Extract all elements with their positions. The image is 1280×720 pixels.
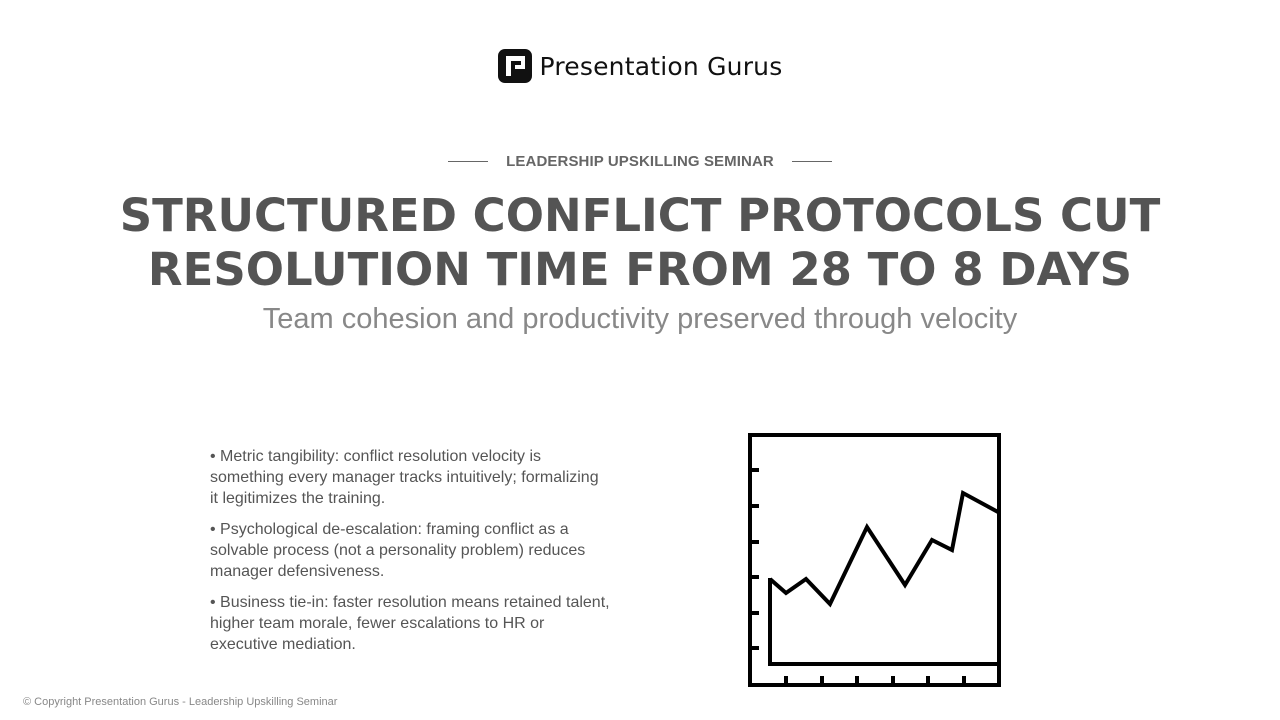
kicker-divider-left	[448, 161, 488, 162]
seminar-kicker	[0, 153, 1280, 170]
brand-logo	[0, 46, 1280, 86]
kicker-text: LEADERSHIP UPSKILLING SEMINAR	[506, 153, 774, 170]
bullet-list	[210, 446, 610, 665]
bullet-item: • Psychological de-escalation: framing conflict as a solvable process (not a personality problem) reduces manager defensiveness.	[210, 521, 586, 580]
presentation-gurus-logo-icon	[498, 49, 532, 83]
brand-name: Presentation Gurus	[539, 51, 783, 81]
slide-title: STRUCTURED CONFLICT PROTOCOLS CUT RESOLUTION TIME FROM 28 TO 8 DAYS	[119, 189, 1161, 296]
bullet-item: • Metric tangibility: conflict resolution velocity is something every manager tracks intuitively; formalizing it legitimizes the training.	[210, 448, 599, 507]
kicker-divider-right	[792, 161, 832, 162]
slide-subtitle: Team cohesion and productivity preserved through velocity	[262, 303, 1018, 335]
bullet-item: • Business tie-in: faster resolution means retained talent, higher team morale, fewer escalations to HR or executive mediation.	[210, 594, 610, 653]
line-chart-icon	[748, 432, 1002, 688]
copyright-footer: © Copyright Presentation Gurus - Leadership Upskilling Seminar	[23, 696, 338, 708]
